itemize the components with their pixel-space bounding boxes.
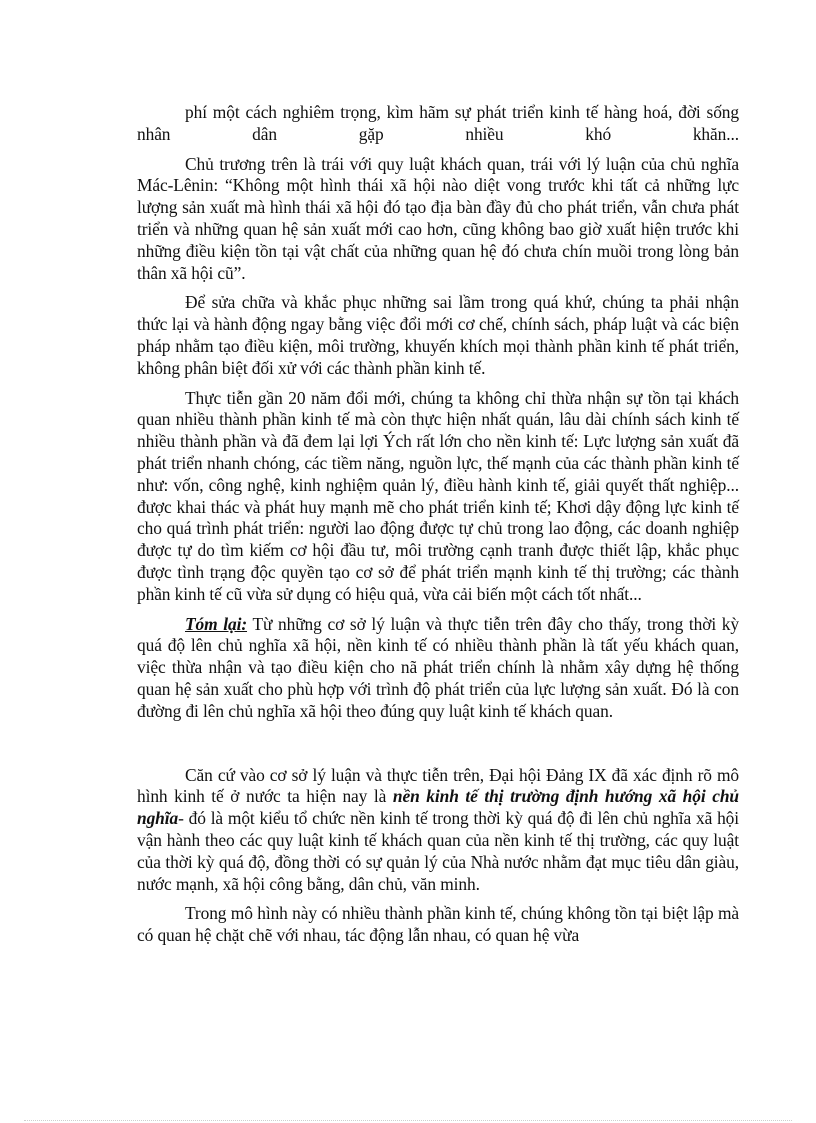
paragraph-2: Chủ trương trên là trái với quy luật khách quan, trái với lý luận của chủ nghĩa Mác-Lênin: “Không một hình thái xã hội nào diệt vong trước khi tất cả những lực lượng sản xuất mà hình thái xã hội đó tạo địa bàn đầy đủ cho phát triển, vẫn chưa phát triển và những quan hệ sản xuất mới cao hơn, cũng không bao giờ xuất hiện trước khi những điều kiện tồn tại vật chất của những quan hệ đó chưa chín muồi trong lòng bản thân xã hội cũ”. [137, 153, 739, 283]
paragraph-1: phí một cách nghiêm trọng, kìm hãm sự phát triển kinh tế hàng hoá, đời sống nhân dân gặp nhiều khó khăn... [137, 102, 739, 144]
paragraph-6-before: Căn cứ vào cơ sở lý luận và thực tiễn trên, Đại hội Đảng IX đã xác định rõ mô hình kinh tế ở nước ta hiện nay là [137, 764, 739, 807]
paragraph-6 [137, 765, 739, 896]
paragraph-3: Để sửa chữa và khắc phục những sai lầm trong quá khứ, chúng ta phải nhận thức lại và hành động ngay bằng việc đổi mới cơ chế, chính sách, pháp luật và các biện pháp nhằm tạo điều kiện, môi trường, khuyến khích mọi thành phần kinh tế phát triển, không phân biệt đối xử với các thành phần kinh tế. [137, 292, 739, 378]
paragraph-6-after: - đó là một kiểu tổ chức nền kinh tế trong thời kỳ quá độ đi lên chủ nghĩa xã hội vận hành theo các quy luật kinh tế khách quan của nền kinh tế thị trường, các quy luật của thời kỳ quá độ, đồng thời có sự quản lý của Nhà nước nhằm đạt mục tiêu dân giàu, nước mạnh, xã hội công bằng, dân chủ, văn minh. [137, 808, 739, 894]
paragraph-5-summary [137, 614, 739, 723]
summary-lead-label: Tóm lại: [185, 613, 248, 634]
document-body [137, 102, 739, 947]
paragraph-4: Thực tiễn gần 20 năm đổi mới, chúng ta không chỉ thừa nhận sự tồn tại khách quan nhiều thành phần kinh tế mà còn thực hiện nhất quán, lâu dài chính sách kinh tế nhiều thành phần và đã đem lại lợi Ých rất lớn cho nền kinh tế: Lực lượng sản xuất đã phát triển nhanh chóng, các tiềm năng, nguồn lực, thế mạnh của các thành phần kinh tế như: vốn, công nghệ, kinh nghiệm quản lý, điều hành kinh tế, giải quyết thất nghiệp... được khai thác và phát huy mạnh mẽ cho phát triển kinh tế; Khơi dậy động lực kinh tế cho quá trình phát triển: người lao động được tự chủ trong lao động, các doanh nghiệp được tự do tìm kiếm cơ hội đầu tư, môi trường cạnh tranh được thiết lập, khắc phục được tình trạng độc quyền tạo cơ sở để phát triển mạnh kinh tế thị trường; các thành phần kinh tế cũ vừa sử dụng có hiệu quả, vừa cải biến một cách tốt nhất... [137, 387, 739, 604]
page-bottom-rule [24, 1120, 792, 1121]
paragraph-7: Trong mô hình này có nhiều thành phần kinh tế, chúng không tồn tại biệt lập mà có quan hệ chặt chẽ với nhau, tác động lẫn nhau, có quan hệ vừa [137, 903, 739, 946]
summary-text: Từ những cơ sở lý luận và thực tiễn trên đây cho thấy, trong thời kỳ quá độ lên chủ nghĩa xã hội, nền kinh tế có nhiều thành phần là tất yếu khách quan, việc thừa nhận và tạo điều kiện cho nã phát triển chính là nhằm xây dựng hệ thống quan hệ sản xuất cho phù hợp với trình độ phát triển của lực lượng sản xuất. Đó là con đường đi lên chủ nghĩa xã hội theo đúng quy luật kinh tế khách quan. [137, 613, 739, 721]
economic-model-emphasis: nền kinh tế thị trường định hướng xã hội chủ nghĩa [137, 786, 739, 829]
